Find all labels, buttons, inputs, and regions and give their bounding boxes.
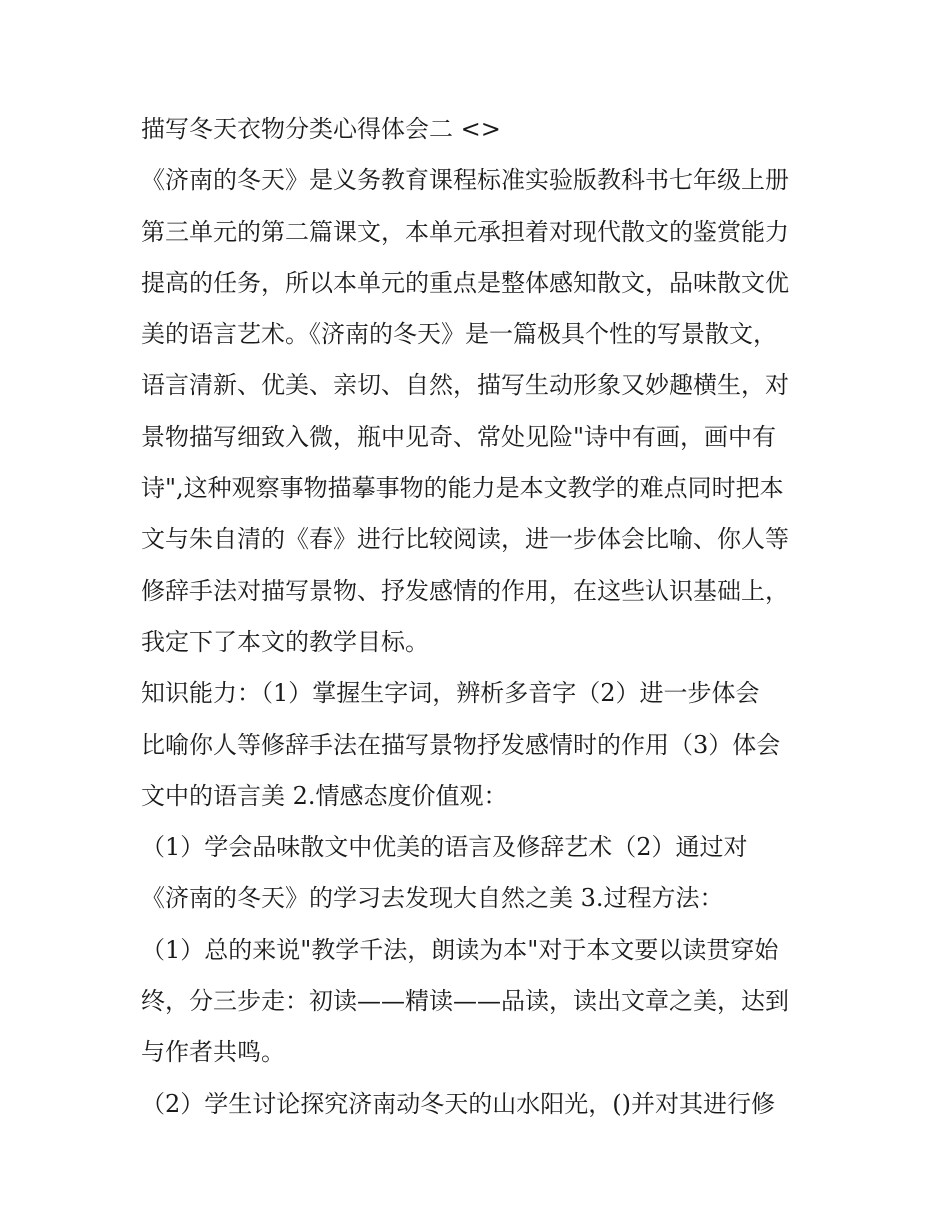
body-line: 文中的语言美 2.情感态度价值观：: [141, 781, 508, 810]
body-line: 美的语言艺术。《济南的冬天》是一篇极具个性的写景散文，: [141, 320, 777, 349]
body-line: 提高的任务，所以本单元的重点是整体感知散文，品味散文优: [141, 268, 789, 297]
body-line: 我定下了本文的教学目标。: [141, 627, 429, 656]
body-line: （1）总的来说"教学千法，朗读为本"对于本文要以读贯穿始: [141, 935, 779, 964]
body-line: 终，分三步走：初读——精读——品读，读出文章之美，达到: [141, 987, 789, 1016]
body-line: 《济南的冬天》的学习去发现大自然之美 3.过程方法：: [141, 884, 724, 913]
body-line: 第三单元的第二篇课文，本单元承担着对现代散文的鉴赏能力: [141, 217, 789, 246]
body-line: 修辞手法对描写景物、抒发感情的作用，在这些认识基础上，: [141, 576, 789, 605]
body-line: 诗",这种观察事物描摹事物的能力是本文教学的难点同时把本: [141, 474, 784, 503]
body-line: 语言清新、优美、亲切、自然，描写生动形象又妙趣横生，对: [141, 371, 789, 400]
body-line: 文与朱自清的《春》进行比较阅读，进一步体会比喻、你人等: [141, 525, 789, 554]
body-line: 知识能力：（1）掌握生字词，辨析多音字（2）进一步体会: [141, 679, 760, 708]
body-line: 景物描写细致入微，瓶中见奇、常处见险"诗中有画，画中有: [141, 422, 777, 451]
document-body: [141, 107, 821, 1133]
body-line: 与作者共鸣。: [141, 1038, 285, 1067]
body-line: 比喻你人等修辞手法在描写景物抒发感情时的作用（3）体会: [141, 730, 781, 759]
body-line: （1）学会品味散文中优美的语言及修辞艺术（2）通过对: [141, 833, 748, 862]
document-title: 描写冬天衣物分类心得体会二 <>: [141, 115, 501, 143]
body-line: （2）学生讨论探究济南动冬天的山水阳光，()并对其进行修: [141, 1089, 775, 1118]
body-line: 《济南的冬天》是义务教育课程标准实验版教科书七年级上册: [141, 166, 789, 195]
